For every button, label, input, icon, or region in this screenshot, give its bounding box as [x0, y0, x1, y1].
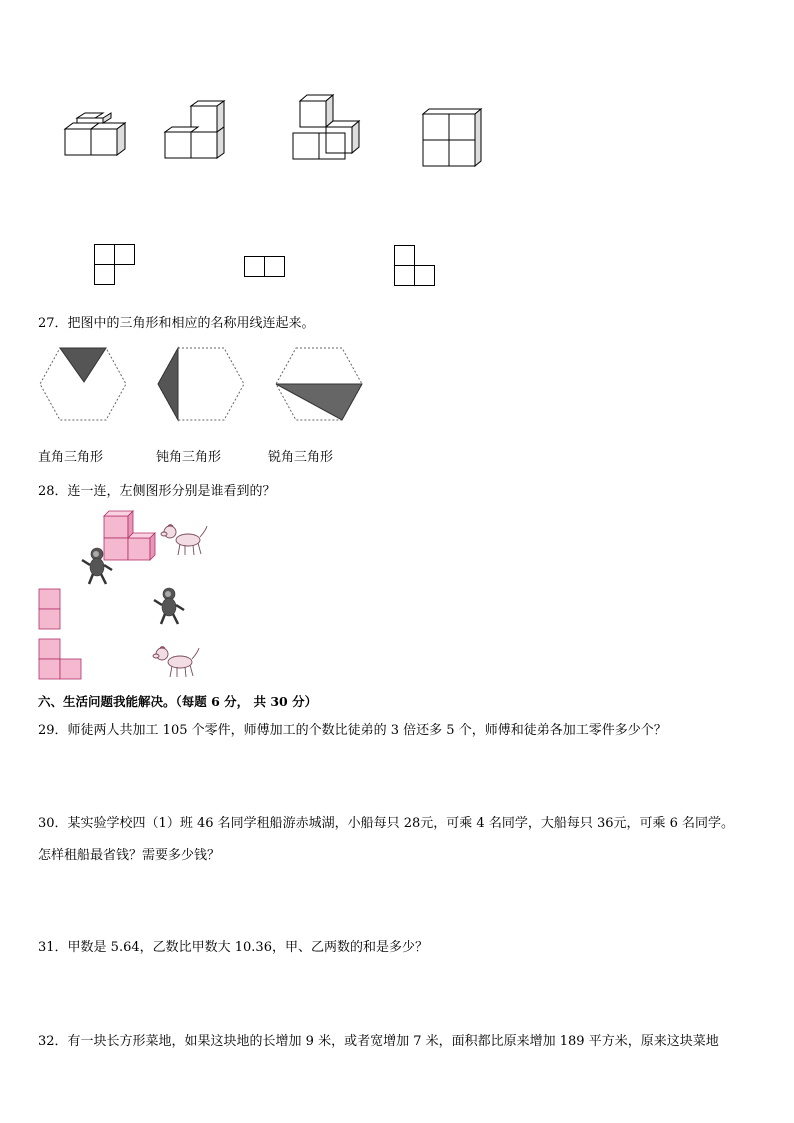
dog-figure [160, 522, 208, 558]
question-28: 28．连一连，左侧图形分别是谁看到的？ [38, 484, 276, 499]
question-30-line-1: 30．某实验学校四（1）班 46 名同学租船游赤城湖，小船每只 28元，可乘 4 名同学，大船每只 36元，可乘 6 名同学。 [38, 816, 735, 831]
section-6-title: 六、生活问题我能解决。（每题 6 分， 共 30 分） [38, 694, 318, 709]
label-acute-triangle: 锐角三角形 [268, 450, 334, 465]
monkey-figure [80, 546, 114, 586]
view-figure-1 [94, 244, 136, 288]
question-31: 31．甲数是 5.64，乙数比甲数大 10.36，甲、乙两数的和是多少？ [38, 940, 428, 955]
question-30-line-2: 怎样租船最省钱？需要多少钱？ [38, 848, 221, 863]
dog-figure [152, 644, 200, 680]
monkey-figure [152, 586, 186, 626]
solid-figure-2 [160, 98, 235, 163]
solid-figure-1 [60, 110, 130, 160]
view-figure-2 [244, 256, 286, 278]
view-figure-3 [394, 245, 436, 289]
hexagon-figure-3 [274, 344, 364, 424]
hexagon-figure-1 [38, 344, 128, 424]
label-obtuse-triangle: 钝角三角形 [156, 450, 222, 465]
pink-view-tall [38, 588, 62, 632]
question-32: 32．有一块长方形菜地，如果这块地的长增加 9 米，或者宽增加 7 米，面积都比原来增加 189 平方米，原来这块菜地 [38, 1034, 719, 1049]
question-29: 29．师徒两人共加工 105 个零件，师傅加工的个数比徒弟的 3 倍还多 5 个，师傅和徒弟各加工零件多少个？ [38, 723, 667, 738]
solid-figure-4 [418, 104, 486, 170]
pink-view-l [38, 638, 84, 682]
question-27: 27．把图中的三角形和相应的名称用线连起来。 [38, 316, 315, 331]
hexagon-figure-2 [156, 344, 246, 424]
label-right-triangle: 直角三角形 [38, 450, 104, 465]
solid-figure-3 [288, 92, 368, 164]
